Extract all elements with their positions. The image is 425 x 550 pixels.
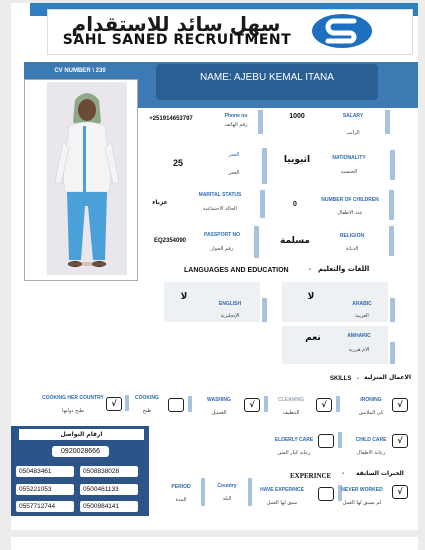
children-label-ar: عدد الاطفال [337,210,363,216]
next-page-strip [11,537,418,550]
elderly-care-divider [338,432,342,448]
cooking-country-label: COOKING HER COUNTRY [42,395,104,401]
cooking-label-ar: طبخ [142,408,152,414]
have-experience-checkbox[interactable] [318,487,334,501]
nationality-value: اثيوبيا [283,155,311,165]
experience-title: EXPERINCE [290,472,332,480]
elderly-care-label-ar: رعاية كبار السن [277,450,311,456]
experience-title-dash: - [342,471,344,477]
cleaning-label: CLEANING [277,397,305,403]
cleaning-divider [336,396,340,412]
period-divider [201,478,205,506]
phone-label-ar: رقم الهاتف [224,122,248,128]
child-care-label-ar: رعاية الاطفال [356,450,386,456]
contact-number[interactable]: 050483461 [16,466,74,477]
salary-label-ar: الراتب [346,130,360,136]
experience-title-ar: الخبرات السابقة [356,470,404,477]
never-worked-label: NEVER WORKED [341,487,383,493]
logo-arabic-text: سهل سائد للاستقدام [71,12,281,36]
skills-title: SKILLS [330,376,352,382]
english-label: ENGLISH [218,301,242,307]
english-value: لا [180,292,188,302]
contact-main-number[interactable]: 0920028666 [52,446,109,457]
contact-number[interactable]: 0508838028 [80,466,138,477]
washing-checkbox[interactable]: √ [244,398,260,412]
amharic-cell-bg [282,326,388,364]
salary-value: 1000 [289,113,305,120]
ironing-checkbox[interactable]: √ [392,398,408,412]
arabic-label-ar: العربية [355,313,369,319]
never-worked-label-ar: لم يسبق لها العمل [342,500,382,506]
amharic-label: AMHARIC [347,333,371,339]
phone-label: Phone no [224,113,248,119]
child-care-label: CHILD CARE [355,437,387,443]
cooking-country-label-ar: طبخ دولتها [62,408,84,414]
cooking-divider [188,396,192,412]
arabic-value: لا [307,292,315,302]
skills-title-ar: الاعمال المنزلية [364,374,412,381]
cleaning-label-ar: التنظيف [282,410,300,416]
elderly-care-checkbox[interactable] [318,434,334,448]
company-logo-icon [310,12,374,50]
amharic-value: نعم [305,333,321,343]
marital-divider [260,190,265,218]
country-divider [248,478,252,506]
marital-label-ar: الحالة الاجتماعية [203,206,237,212]
logo-english-text: SAHL SANED RECRUITMENT [62,32,292,48]
have-experience-label-ar: سبق لها العمل [266,500,298,506]
washing-label-ar: الغسيل [211,410,227,416]
age-divider [262,148,267,184]
nationality-divider [390,150,395,180]
candidate-name: NAME: AJEBU KEMAL ITANA [156,64,378,100]
children-divider [389,190,394,220]
elderly-care-label: ELDERLY CARE [274,437,314,443]
languages-title: LANGUAGES AND EDUCATION [184,267,289,274]
cooking-country-divider [125,395,129,411]
age-label: العمر [228,152,240,158]
phone-value: +251914653797 [149,116,193,122]
religion-divider [389,226,394,256]
salary-divider [385,110,390,134]
religion-label-ar: الديانة [345,246,359,252]
passport-divider [254,226,259,258]
candidate-photo [47,82,127,275]
children-value: 0 [293,201,297,208]
salary-label: SALARY [342,113,364,119]
period-label-ar: المدة [175,497,187,503]
nationality-label: NATIONALITY [332,155,366,161]
period-label: PERIOD [171,484,191,490]
arabic-divider [390,298,395,322]
contact-title: ارقام التواصل [19,429,144,440]
religion-value: مسلمة [280,236,310,246]
contact-number[interactable]: 055221053 [16,484,74,495]
cooking-label: COOKING [135,395,159,401]
cleaning-checkbox[interactable]: √ [316,398,332,412]
person-figure-icon [47,82,127,275]
washing-divider [264,396,268,412]
nationality-label-ar: الجنسية [340,169,358,175]
languages-title-dash: - [309,267,311,273]
contact-number[interactable]: 0557712744 [16,501,74,512]
religion-label: RELIGION [339,233,365,239]
age-value: 25 [172,158,183,168]
passport-value: EQ2354090 [153,238,187,244]
marital-label: MARITAL STATUS [198,192,242,198]
english-divider [262,298,267,322]
amharic-label-ar: الام هررية [348,347,370,353]
ironing-label: IRONING [360,397,382,403]
cooking-checkbox[interactable] [168,398,184,412]
age-label-ar: العمر [228,170,240,176]
never-worked-checkbox[interactable]: √ [392,485,408,499]
contact-number[interactable]: 0500984141 [80,501,138,512]
children-label: NUMBER OF CHILDREN [321,197,379,203]
amharic-divider [390,342,395,364]
passport-label-ar: رقم الجواز [210,246,234,252]
cooking-country-checkbox[interactable]: √ [106,397,122,411]
english-label-ar: الإنجليزية [220,313,240,319]
country-label-ar: البلد [222,496,232,502]
have-experience-label: HAVE EXPERINCE [260,487,304,493]
passport-label: PASSPORT NO [203,232,241,238]
ironing-label-ar: كي الملابس [358,410,384,416]
marital-value: عزباء [152,199,168,206]
child-care-checkbox[interactable]: √ [392,434,408,448]
washing-label: WASHING [207,397,231,403]
arabic-label: ARABIC [352,301,372,307]
contact-number[interactable]: 0500461133 [80,484,138,495]
phone-divider [258,110,263,134]
cv-number: CV NUMBER \ 230 [54,68,106,74]
country-label: Country [217,483,237,489]
skills-title-dash: - [357,376,359,382]
languages-title-ar: اللغات والتعليم [318,265,370,273]
